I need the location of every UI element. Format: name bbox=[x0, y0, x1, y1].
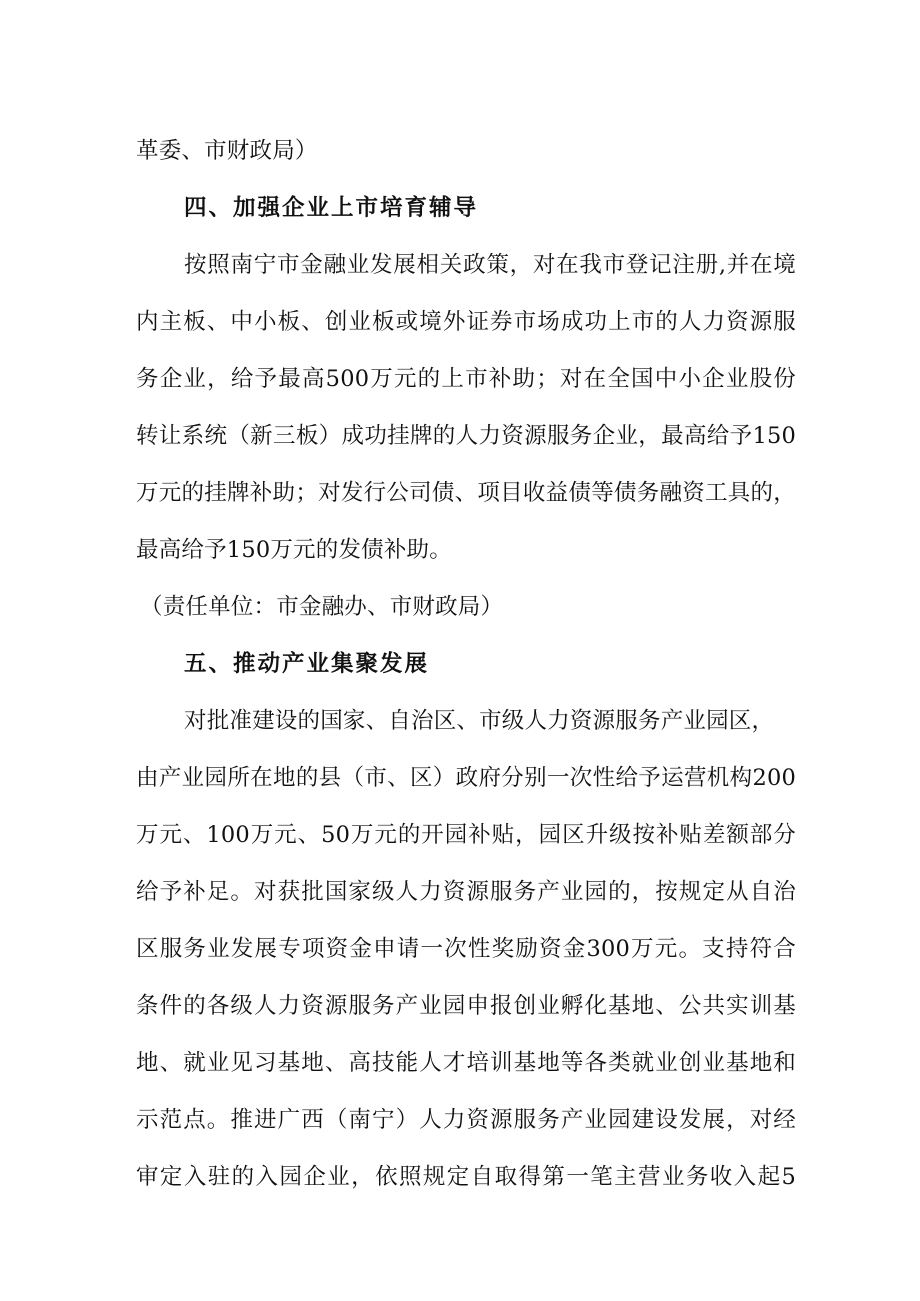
paragraph-line: 由产业园所在地的县（市、区）政府分别一次性给予运营机构200 bbox=[136, 765, 796, 791]
section-heading-5: 五、推动产业集聚发展 bbox=[184, 651, 430, 677]
paragraph-line: 按照南宁市金融业发展相关政策，对在我市登记注册,并在境 bbox=[184, 252, 796, 278]
paragraph-line: 万元的挂牌补助；对发行公司债、项目收益债等债务融资工具的， bbox=[136, 480, 796, 506]
paragraph-line: 万元、100万元、50万元的开园补贴，园区升级按补贴差额部分 bbox=[136, 822, 796, 848]
paragraph-line: 转让系统（新三板）成功挂牌的人力资源服务企业，最高给予150 bbox=[136, 423, 796, 449]
paragraph-line: 对批准建设的国家、自治区、市级人力资源服务产业园区， bbox=[184, 708, 775, 734]
paragraph-line: 审定入驻的入园企业，依照规定自取得第一笔主营业务收入起5 bbox=[136, 1164, 796, 1190]
paragraph-line: 革委、市财政局） bbox=[136, 138, 318, 164]
paragraph-line: 最高给予150万元的发债补助。 bbox=[136, 537, 452, 563]
paragraph-line: 务企业，给予最高500万元的上市补助；对在全国中小企业股份 bbox=[136, 366, 796, 392]
responsible-units: （责任单位：市金融办、市财政局） bbox=[140, 594, 504, 620]
paragraph-line: 条件的各级人力资源服务产业园申报创业孵化基地、公共实训基 bbox=[136, 993, 796, 1019]
paragraph-line: 给予补足。对获批国家级人力资源服务产业园的，按规定从自治 bbox=[136, 879, 796, 905]
paragraph-line: 示范点。推进广西（南宁）人力资源服务产业园建设发展，对经 bbox=[136, 1107, 796, 1133]
paragraph-line: 区服务业发展专项资金申请一次性奖励资金300万元。支持符合 bbox=[136, 936, 796, 962]
paragraph-line: 内主板、中小板、创业板或境外证券市场成功上市的人力资源服 bbox=[136, 309, 796, 335]
section-heading-4: 四、加强企业上市培育辅导 bbox=[184, 195, 479, 221]
paragraph-line: 地、就业见习基地、高技能人才培训基地等各类就业创业基地和 bbox=[136, 1050, 796, 1076]
